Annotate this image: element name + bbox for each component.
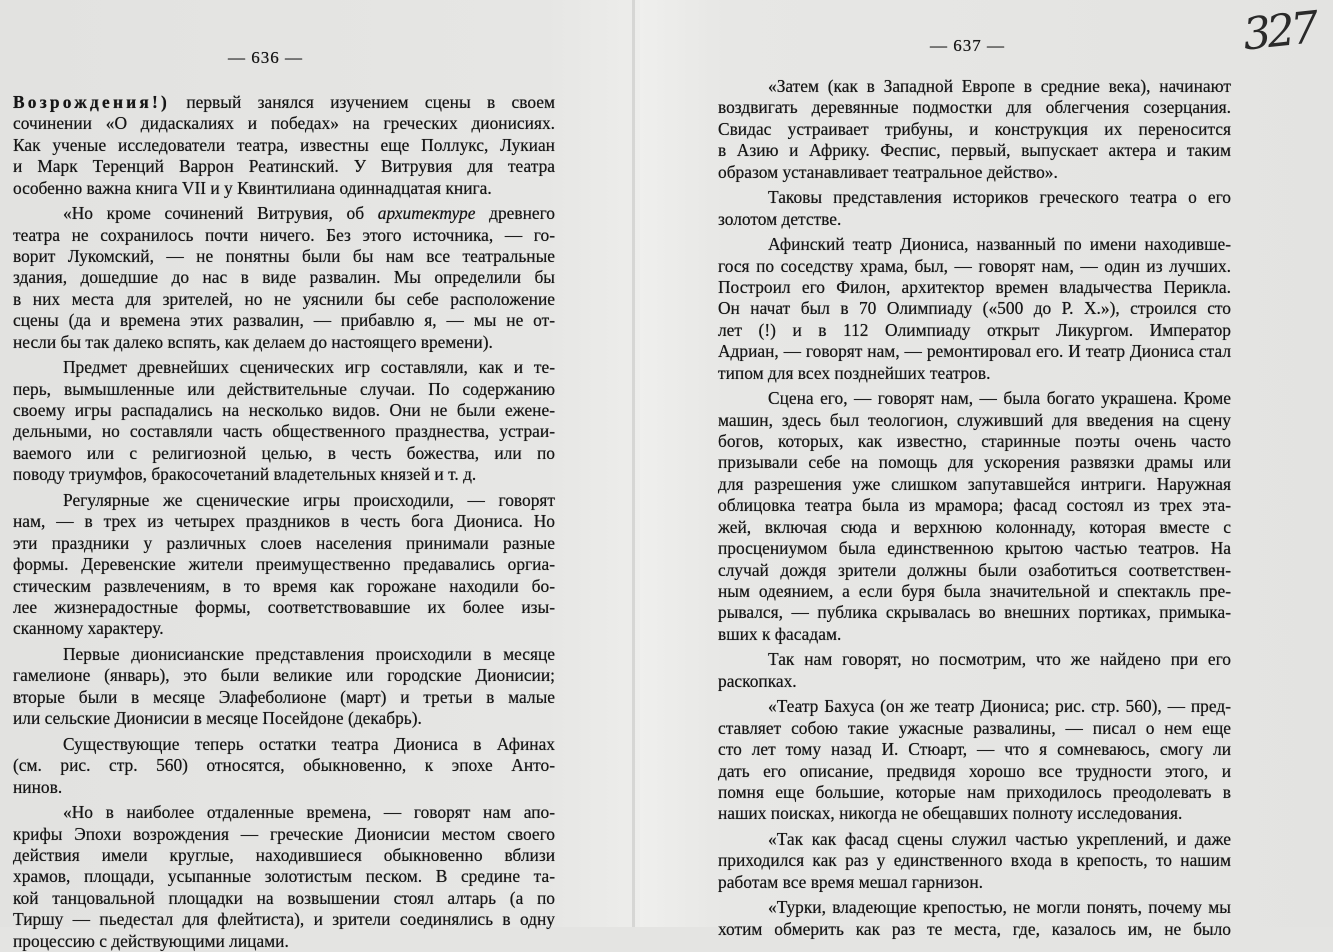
- paragraph: [718, 388, 1231, 645]
- paragraph: [718, 234, 1231, 384]
- right-page-text: [718, 76, 1231, 940]
- text-line: в них места для зрителей, но не уяснили бы себе расположение: [13, 288, 555, 309]
- text-line: сочинении «О дидаскалиях и победах» на греческих дионисиях.: [13, 113, 555, 134]
- text-line: стическим развлечениям, в то время как горожане находили бо-: [13, 575, 555, 596]
- text-line: особенно важна книга VII и у Квинтилиана одиннадцатая книга.: [13, 177, 492, 198]
- paragraph: [13, 490, 555, 640]
- text-line: образом устанавливает театральное действо».: [718, 161, 1058, 182]
- text-line: Таковы представления историков греческого театра о его: [768, 187, 1231, 208]
- book-gutter: [632, 0, 635, 927]
- text-line: Существующие теперь остатки театра Диониса в Афинах: [63, 733, 555, 754]
- text-line: Предмет древнейших сценических игр составляли, как и те-: [63, 357, 555, 378]
- paragraph: [13, 802, 555, 952]
- text-line: ным одеянием, а если буря была значительной и спектакль пре-: [718, 580, 1231, 601]
- text-line: наших поисках, никогда не обещавших полноту исследования.: [718, 803, 1183, 824]
- text-line: раскопках.: [718, 670, 797, 691]
- text-line: Он начат был в 70 Олимпиаду («500 до Р. Х.»), строился сто: [718, 298, 1231, 319]
- text-line: помня еще большие, которые нам приходилось преодолевать в: [718, 781, 1231, 802]
- text-line: случай дождя зрители должны были озаботиться соответствен-: [718, 559, 1231, 580]
- paragraph: [718, 187, 1231, 230]
- text-line: Сцена его, — говорят нам, — была богато украшена. Кроме: [768, 388, 1231, 409]
- text-line: сцены (да и времена этих развалин, — прибавлю я, — мы не от-: [13, 310, 555, 331]
- text-line: облицовка театра была из мрамора; фасад состоял из трех эта-: [718, 495, 1231, 516]
- text-line: крифы Эпохи возрождения — греческие Дионисии местом своего: [13, 823, 555, 844]
- text-segment: «Но кроме сочинений Витрувия, об: [63, 203, 378, 224]
- text-line: процессию с действующими лицами.: [13, 930, 289, 951]
- text-line: (см. рис. стр. 560) относятся, обыкновенно, к эпохе Анто-: [13, 755, 555, 776]
- text-line: «Затем (как в Западной Европе в средние века), начинают: [768, 76, 1231, 96]
- text-line: нам, — в трех из четырех праздников в честь бога Диониса. Но: [13, 511, 555, 532]
- text-line: Так нам говорят, но посмотрим, что же найдено при его: [768, 649, 1231, 670]
- page-number-left: — 636 —: [228, 48, 303, 67]
- paragraph: [13, 92, 555, 199]
- text-line: приходился как раз у единственного входа в крепость, то нашим: [718, 850, 1231, 871]
- text-line: кой танцовальной площадки на возвышении стоял алтарь (а по: [13, 887, 555, 908]
- text-line: золотом детстве.: [718, 208, 842, 229]
- paragraph: [718, 696, 1231, 824]
- text-line: вторые были в месяце Элафеболионе (март) и третьи в малые: [13, 686, 555, 707]
- text-line: гося по соседству храма, был, — говорят нам, — один из лучших.: [718, 255, 1231, 276]
- text-line: Первые дионисианские представления происходили в месяце: [63, 643, 555, 664]
- text-line: лет (!) и в 112 Олимпиаду открыт Ликургом. Император: [718, 319, 1231, 340]
- paragraph: [13, 357, 555, 485]
- text-line: «Но в наиболее отдаленные времена, — говорят нам апо-: [63, 802, 555, 823]
- text-line: ставляет собою такие ужасные развалины, — писал о нем еще: [718, 717, 1231, 738]
- text-line: ваемого или с религиозной целью, в честь божества, или по: [13, 442, 555, 463]
- paragraph: [718, 897, 1231, 940]
- text-line: для разрешения уже слишком запутавшейся интриги. Наружная: [718, 473, 1231, 494]
- text-line: храмов, площади, усыпанные золотистым песком. В средине та-: [13, 866, 555, 887]
- text-line: эти праздники у различных слоев населения принимали разные: [13, 532, 555, 553]
- text-line: несли бы так далеко вспять, как делаем до настоящего времени).: [13, 331, 493, 352]
- text-line: действия имели круглые, находившиеся обыкновенно вблизи: [13, 844, 555, 865]
- text-line: вших к фасадам.: [718, 623, 842, 644]
- text-line: Регулярные же сценические игры происходили, — говорят: [63, 489, 555, 510]
- text-line: богов, которых, как известно, старинные поэты очень часто: [718, 431, 1231, 452]
- italic-term: архитектуре: [377, 203, 476, 224]
- page-number-right: — 637 —: [930, 36, 1005, 55]
- text-line: формы. Деревенские жители преимущественно предавались оргиа-: [13, 554, 555, 575]
- text-segment: первый занялся изучением сцены в своем: [169, 92, 555, 112]
- text-segment: древнего: [475, 203, 555, 224]
- text-line: сто лет тому назад И. Стюарт, — что я сомневаюсь, смогу ли: [718, 739, 1231, 760]
- text-line: ворит Лукомский, — не понятны были бы нам все театральные: [13, 246, 555, 267]
- text-line: жей, включая сюда и верхнюю колоннаду, которая вместе с: [718, 516, 1231, 537]
- text-line: Свидас устраивает трибуны, и конструкция их переносится: [718, 118, 1231, 139]
- text-line: сканному характеру.: [13, 618, 164, 639]
- text-line: воздвигать деревянные подмостки для облегчения созерцания.: [718, 97, 1231, 118]
- text-line: Как ученые исследователи театра, известны еще Поллукс, Лукиан: [13, 134, 555, 155]
- paragraph: [718, 76, 1231, 183]
- text-line: машин, здесь был теологион, служивший для введения на сцену: [718, 409, 1231, 430]
- spaced-emphasis: Возрождения!): [13, 92, 170, 112]
- text-line: лее жизнерадостные формы, соответствовавшие их более изы-: [13, 596, 555, 617]
- text-line: Тиршу — пьедестал для флейтиста), и зрители соединялись в одну: [13, 909, 555, 930]
- text-line: перь, вымышленные или действительные случаи. По содержанию: [13, 378, 555, 399]
- text-line: Афинский театр Диониса, названный по имени находивше-: [768, 234, 1231, 255]
- text-line: рывался, — публика скрывалась во внешних портиках, примыка-: [718, 602, 1231, 623]
- text-line: или сельские Дионисии в месяце Посейдоне (декабрь).: [13, 708, 422, 729]
- text-line: гамелионе (январь), это были великие или городские Дионисии;: [13, 665, 555, 686]
- text-line: в Азию и Африку. Феспис, первый, выпускает актера и таким: [718, 140, 1231, 161]
- text-line: «Турки, владеющие крепостью, не могли понять, почему мы: [768, 897, 1231, 918]
- text-line: Построил его Филон, архитектор времен владычества Перикла.: [718, 277, 1231, 298]
- text-line: хотим обмерить как раз те места, где, казалось им, не было: [718, 918, 1231, 939]
- text-line: дельными, но составляли часть общественного празднества, устраи-: [13, 421, 555, 442]
- text-line: Адриан, — говорят нам, — ремонтировал его. И театр Диониса стал: [718, 341, 1231, 362]
- text-line: и Марк Теренций Варрон Реатинский. У Витрувия для театра: [13, 156, 555, 177]
- paragraph: [13, 644, 555, 730]
- text-line: поводу триумфов, бракосочетаний владетельных князей и т. д.: [13, 464, 477, 485]
- text-line: работам все время мешал гарнизон.: [718, 871, 983, 892]
- text-line: просцениумом была единственною крытою частью театров. На: [718, 538, 1231, 559]
- text-line: призывали себе на помощь для ускорения развязки драмы или: [718, 452, 1231, 473]
- text-line: [13, 92, 555, 113]
- text-line: здания, дошедшие до нас в виде развалин. Мы определили бы: [13, 267, 555, 288]
- text-line: театра не сохранилось почти ничего. Без этого источника, — го-: [13, 224, 555, 245]
- text-line: типом для всех позднейших театров.: [718, 362, 991, 383]
- text-line: «Театр Бахуса (он же театр Диониса; рис. стр. 560), — пред-: [768, 696, 1231, 717]
- handwritten-folio-number: 327: [1240, 2, 1318, 61]
- text-line: «Так как фасад сцены служил частью укреплений, и даже: [768, 828, 1231, 849]
- paragraph: [718, 649, 1231, 692]
- text-line: дать его описание, предвидя хорошо все трудности этого, и: [718, 760, 1231, 781]
- paragraph: [13, 734, 555, 798]
- left-page-text: [13, 92, 555, 952]
- text-line: нинов.: [13, 776, 63, 797]
- text-line: своему игры распадались на несколько видов. Они не были еженe-: [13, 400, 555, 421]
- paragraph: [718, 829, 1231, 893]
- text-line: [13, 203, 555, 224]
- paragraph: [13, 203, 555, 353]
